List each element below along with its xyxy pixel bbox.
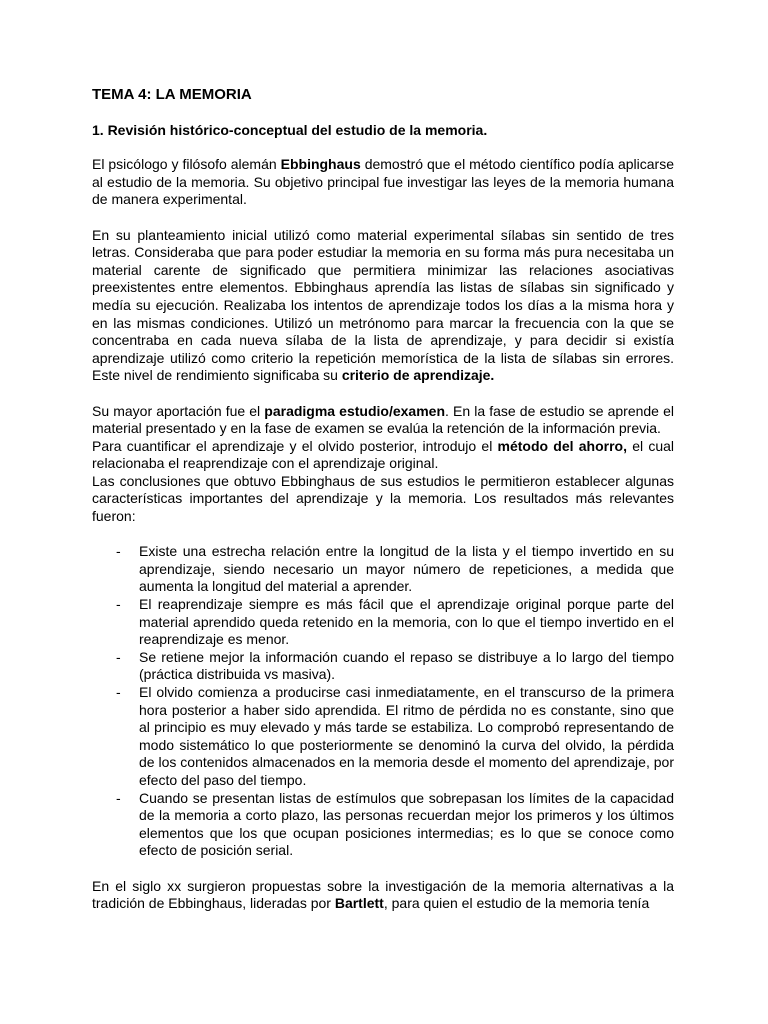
list-item-text: Cuando se presentan listas de estímulos que sobrepasan los límites de la capacidad de la memoria a corto plazo, las personas recuerdan mejor los primeros y los últimos elementos que los que ocupan posiciones intermedias; es lo que se conoce como efecto de posición serial. — [139, 789, 674, 859]
list-item — [92, 596, 674, 649]
list-item-text: Se retiene mejor la información cuando el repaso se distribuye a lo largo del tiempo (práctica distribuida vs masiva). — [139, 648, 674, 683]
bold-term-metodo-ahorro: método del ahorro, — [497, 437, 627, 454]
bold-term-bartlett: Bartlett — [334, 895, 384, 912]
findings-list — [92, 543, 674, 860]
paragraph-text: En el siglo xx surgieron propuestas sobre la investigación de la memoria alternativas a la tradición de Ebbinghaus, lideradas por — [92, 877, 674, 912]
paragraph-text: demostró que el método científico podía aplicarse al estudio de la memoria. Su objetivo principal fue investigar las leyes de la memoria humana de manera experimental. — [92, 156, 674, 208]
paragraph-text: En su planteamiento inicial utilizó como material experimental sílabas sin sentido de tres letras. Consideraba que para poder estudiar la memoria en su forma más pura necesitaba un material carente de significado que permitiera minimizar las relaciones asociativas preexistentes entre elementos. Ebbinghaus aprendía las listas de sílabas sin significado y medía su ejecución. Realizaba los intentos de aprendizaje todos los días a la misma hora y en las mismas condiciones. Utilizó un metrónomo para marcar la frecuencia con la que se concentraba en cada nueva sílaba de la lista de aprendizaje, y para decidir si existía aprendizaje utilizó como criterio la repetición memorística de la lista de sílabas sin errores. Este nivel de rendimiento significaba su — [92, 226, 674, 384]
document-page — [92, 86, 674, 913]
bold-term-criterio: criterio de aprendizaje. — [341, 367, 495, 384]
paragraph-ebbinghaus-intro — [92, 156, 674, 209]
bullet-dash: - — [116, 684, 121, 700]
paragraph-text: Su mayor aportación fue el — [92, 402, 265, 419]
list-item-text: El reaprendizaje siempre es más fácil que el aprendizaje original porque parte del material aprendido queda retenido en la memoria, con lo que el tiempo invertido en el reaprendizaje es menor. — [139, 596, 674, 648]
bullet-dash: - — [116, 596, 121, 613]
bold-term-ebbinghaus: Ebbinghaus — [280, 156, 361, 173]
paragraph-text: Para cuantificar el aprendizaje y el olvido posterior, introdujo el — [92, 437, 498, 454]
bold-term-paradigma: paradigma estudio/examen — [264, 402, 445, 419]
list-item — [92, 649, 674, 684]
paragraph-method — [92, 227, 674, 385]
section-heading: 1. Revisión histórico-conceptual del estudio de la memoria. — [92, 121, 488, 138]
paragraph-text: , para quien el estudio de la memoria tenía — [383, 895, 650, 912]
paragraph-savings-method — [92, 438, 674, 473]
paragraph-text: El psicólogo y filósofo alemán — [92, 156, 281, 173]
paragraph-conclusions: Las conclusiones que obtuvo Ebbinghaus de sus estudios le permitieron establecer algunas características importantes del aprendizaje y la memoria. Los resultados más relevantes fueron: — [92, 472, 674, 525]
paragraph-paradigm — [92, 403, 674, 438]
list-item-text: Existe una estrecha relación entre la longitud de la lista y el tiempo invertido en su aprendizaje, siendo necesario un mayor número de repeticiones, a medida que aumenta la longitud del material a aprender. — [139, 543, 674, 595]
list-item — [92, 684, 674, 790]
bullet-dash: - — [116, 789, 121, 806]
list-item — [92, 790, 674, 860]
list-item-text: El olvido comienza a producirse casi inmediatamente, en el transcurso de la primera hora posterior a haber sido aprendida. El ritmo de pérdida no es constante, sino que al principio es muy elevado y más tarde se estabiliza. Lo comprobó representando de modo sistemático lo que posteriormente se denominó la curva del olvido, la pérdida de los contenidos almacenados en la memoria desde el momento del aprendizaje, por efecto del paso del tiempo. — [139, 684, 674, 788]
paragraph-text: el cual relacionaba el reaprendizaje con el aprendizaje original. — [92, 437, 675, 472]
paragraph-text: . En la fase de estudio se aprende el material presentado y en la fase de examen se evalúa la retención de la información previa. — [92, 402, 674, 437]
paragraph-bartlett — [92, 878, 674, 913]
document-title: TEMA 4: LA MEMORIA — [92, 86, 252, 103]
bullet-dash: - — [116, 543, 121, 560]
list-item — [92, 543, 674, 596]
bullet-dash: - — [116, 648, 121, 665]
